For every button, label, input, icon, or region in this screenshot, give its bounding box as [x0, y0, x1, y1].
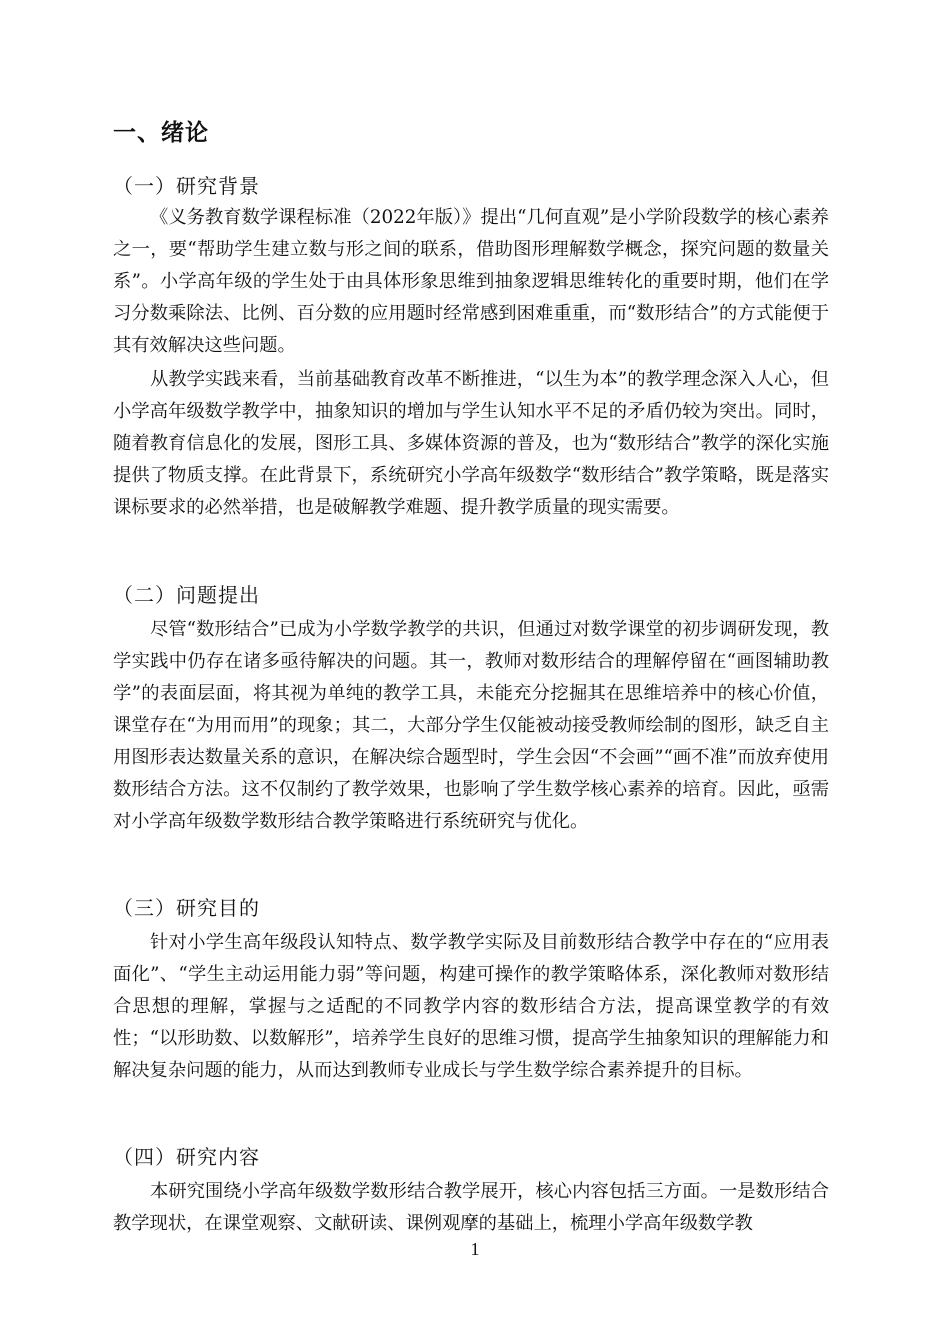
- section-heading-problem: （二）问题提出: [113, 583, 260, 607]
- section-heading-content: （四）研究内容: [113, 1145, 260, 1169]
- paragraph-background-1: 《义务教育数学课程标准（2022年版）》提出“几何直观”是小学阶段数学的核心素养之一，要“帮助学生建立数与形之间的联系，借助图形理解数学概念，探究问题的数量关系”。小学高年级的学生处于由具体形象思维到抽象逻辑思维转化的重要时期，他们在学习分数乘除法、比例、百分数的应用题时经常感到困难重重，而“数形结合”的方式能便于其有效解决这些问题。: [113, 207, 829, 356]
- paragraph-content: 本研究围绕小学高年级数学数形结合教学展开，核心内容包括三方面。一是数形结合教学现状，在课堂观察、文献研读、课例观摩的基础上，梳理小学高年级数学教: [113, 1181, 829, 1234]
- section-heading-purpose: （三）研究目的: [113, 896, 260, 920]
- page-number: 1: [470, 1239, 480, 1259]
- chapter-title: 一、绪论: [113, 120, 209, 146]
- paragraph-purpose: 针对小学生高年级段认知特点、数学教学实际及目前数形结合教学中存在的“应用表面化”、“学生主动运用能力弱”等问题，构建可操作的教学策略体系，深化教师对数形结合思想的理解，掌握与之适配的不同教学内容的数形结合方法，提高课堂教学的有效性；“以形助数、以数解形”，培养学生良好的思维习惯，提高学生抽象知识的理解能力和解决复杂问题的能力，从而达到教师专业成长与学生数学综合素养提升的目标。: [113, 932, 829, 1081]
- paragraph-problem: 尽管“数形结合”已成为小学数学教学的共识，但通过对数学课堂的初步调研发现，教学实践中仍存在诸多亟待解决的问题。其一，教师对数形结合的理解停留在“画图辅助教学”的表面层面，将其视为单纯的教学工具，未能充分挖掘其在思维培养中的核心价值，课堂存在“为用而用”的现象；其二，大部分学生仅能被动接受教师绘制的图形，缺乏自主用图形表达数量关系的意识，在解决综合题型时，学生会因“不会画”“画不准”而放弃使用数形结合方法。这不仅制约了教学效果，也影响了学生数学核心素养的培育。因此，亟需对小学高年级数学数形结合教学策略进行系统研究与优化。: [113, 619, 829, 832]
- paragraph-background-2: 从教学实践来看，当前基础教育改革不断推进，“以生为本”的教学理念深入人心，但小学高年级数学教学中，抽象知识的增加与学生认知水平不足的矛盾仍较为突出。同时，随着教育信息化的发展，图形工具、多媒体资源的普及，也为“数形结合”教学的深化实施提供了物质支撑。在此背景下，系统研究小学高年级数学“数形结合”教学策略，既是落实课标要求的必然举措，也是破解教学难题、提升教学质量的现实需要。: [113, 369, 829, 518]
- section-heading-background: （一）研究背景: [113, 174, 260, 198]
